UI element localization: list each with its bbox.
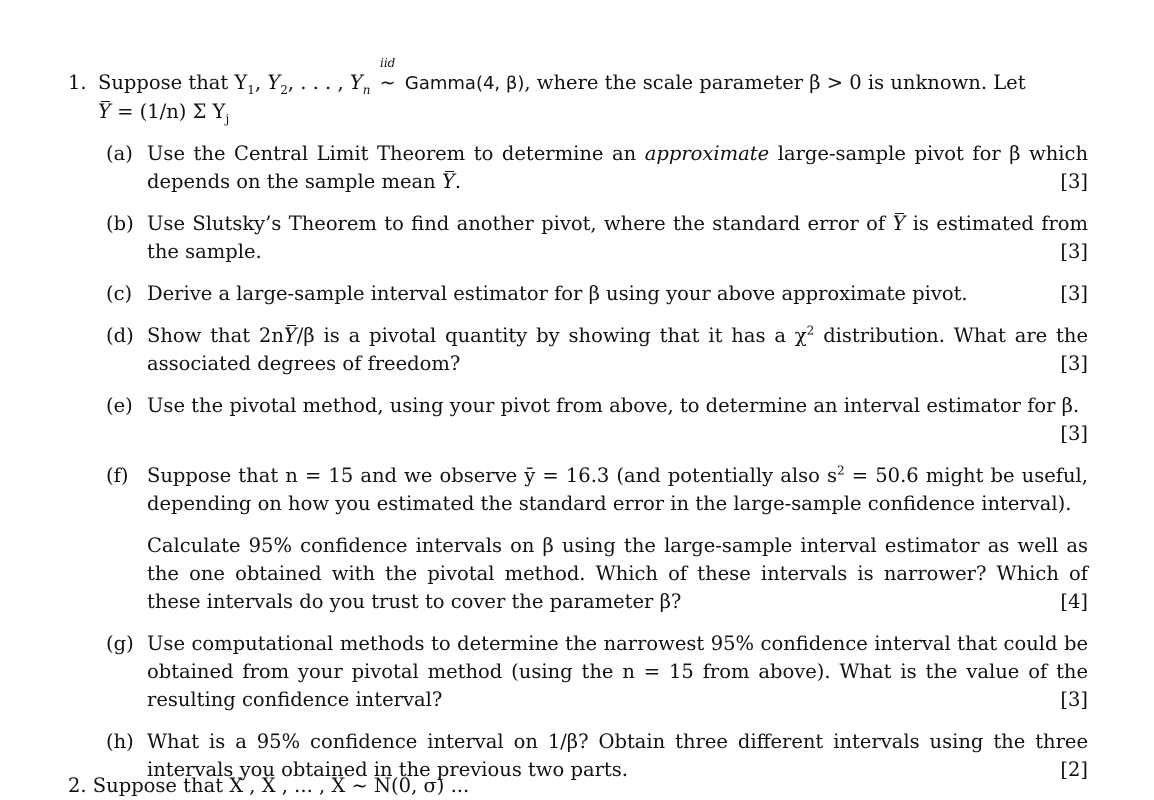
ybar-symbol: Y <box>98 98 111 126</box>
part-label: (g) <box>106 632 134 655</box>
part-h: (h) What is a 95% confidence interval on 1/β? Obtain three different intervals using the three intervals you obtained in the previous two parts. [2] <box>106 728 1088 784</box>
part-label: (f) <box>106 464 129 487</box>
iid-symbol: iid ∼ <box>379 56 396 94</box>
part-label: (c) <box>106 282 133 305</box>
marks: [4] <box>1060 590 1088 613</box>
part-a: (a) Use the Central Limit Theorem to determine an approximate large-sample pivot for β which depends on the sample mean Y. [3] <box>106 140 1088 196</box>
marks: [3] <box>1060 422 1088 445</box>
marks: [2] <box>1060 758 1088 781</box>
part-label: (a) <box>106 142 133 165</box>
question-1 <box>68 56 1089 798</box>
question-number: 1. <box>68 71 87 94</box>
marks: [3] <box>1060 688 1088 711</box>
part-label: (b) <box>106 212 134 235</box>
gamma-distribution: Gamma(4, β) <box>404 73 525 94</box>
question-parts <box>106 140 1088 784</box>
part-label: (e) <box>106 394 133 417</box>
part-label: (d) <box>106 324 134 347</box>
part-e: (e) Use the pivotal method, using your pivot from above, to determine an interval estimator for β. [3] <box>106 392 1088 448</box>
part-f: (f) Suppose that n = 15 and we observe ȳ = 16.3 (and potentially also $s^2 = 50.6$ might be useful, depending on how you estimated the standard error in the large-sample confidence interval). Calculate 95% confidence intervals on β using the large-sample interval estimator as well as the one obtained with the pivotal method. Which of these intervals is narrower? Which of these intervals do you trust to cover the parameter β? [4] <box>106 462 1088 616</box>
question-intro: Suppose that $Y_1$, $Y_2$, . . . , $Y_n$ iid ∼ Gamma(4, β), where the scale parameter β > 0 is unknown. Let Y = (1/n) Σ $Y_j$ <box>98 56 1026 126</box>
next-question-cutoff: 2. Suppose that X , X , ... , X ~ N(0, σ) ... <box>68 774 470 797</box>
emphasis-approximate: approximate <box>644 142 770 165</box>
question-header <box>68 56 1088 126</box>
marks: [3] <box>1060 170 1088 193</box>
ybar-definition: = (1/n) Σ Y <box>117 100 226 123</box>
marks: [3] <box>1060 240 1088 263</box>
part-g: (g) Use computational methods to determine the narrowest 95% confidence interval that could be obtained from your pivotal method (using the n = 15 from above). What is the value of the resulting confidence interval? [3] <box>106 630 1088 714</box>
marks: [3] <box>1060 352 1088 375</box>
part-b: (b) Use Slutsky’s Theorem to find another pivot, where the standard error of Y is estimated from the sample. [3] <box>106 210 1088 266</box>
part-label: (h) <box>106 730 134 753</box>
part-d: (d) Show that 2nY/β is a pivotal quantity by showing that it has a $\chi^2$ distribution. What are the associated degrees of freedom? [3] <box>106 322 1088 378</box>
marks: [3] <box>1060 282 1088 305</box>
part-c: (c) Derive a large-sample interval estimator for β using your above approximate pivot. [3] <box>106 280 1088 308</box>
